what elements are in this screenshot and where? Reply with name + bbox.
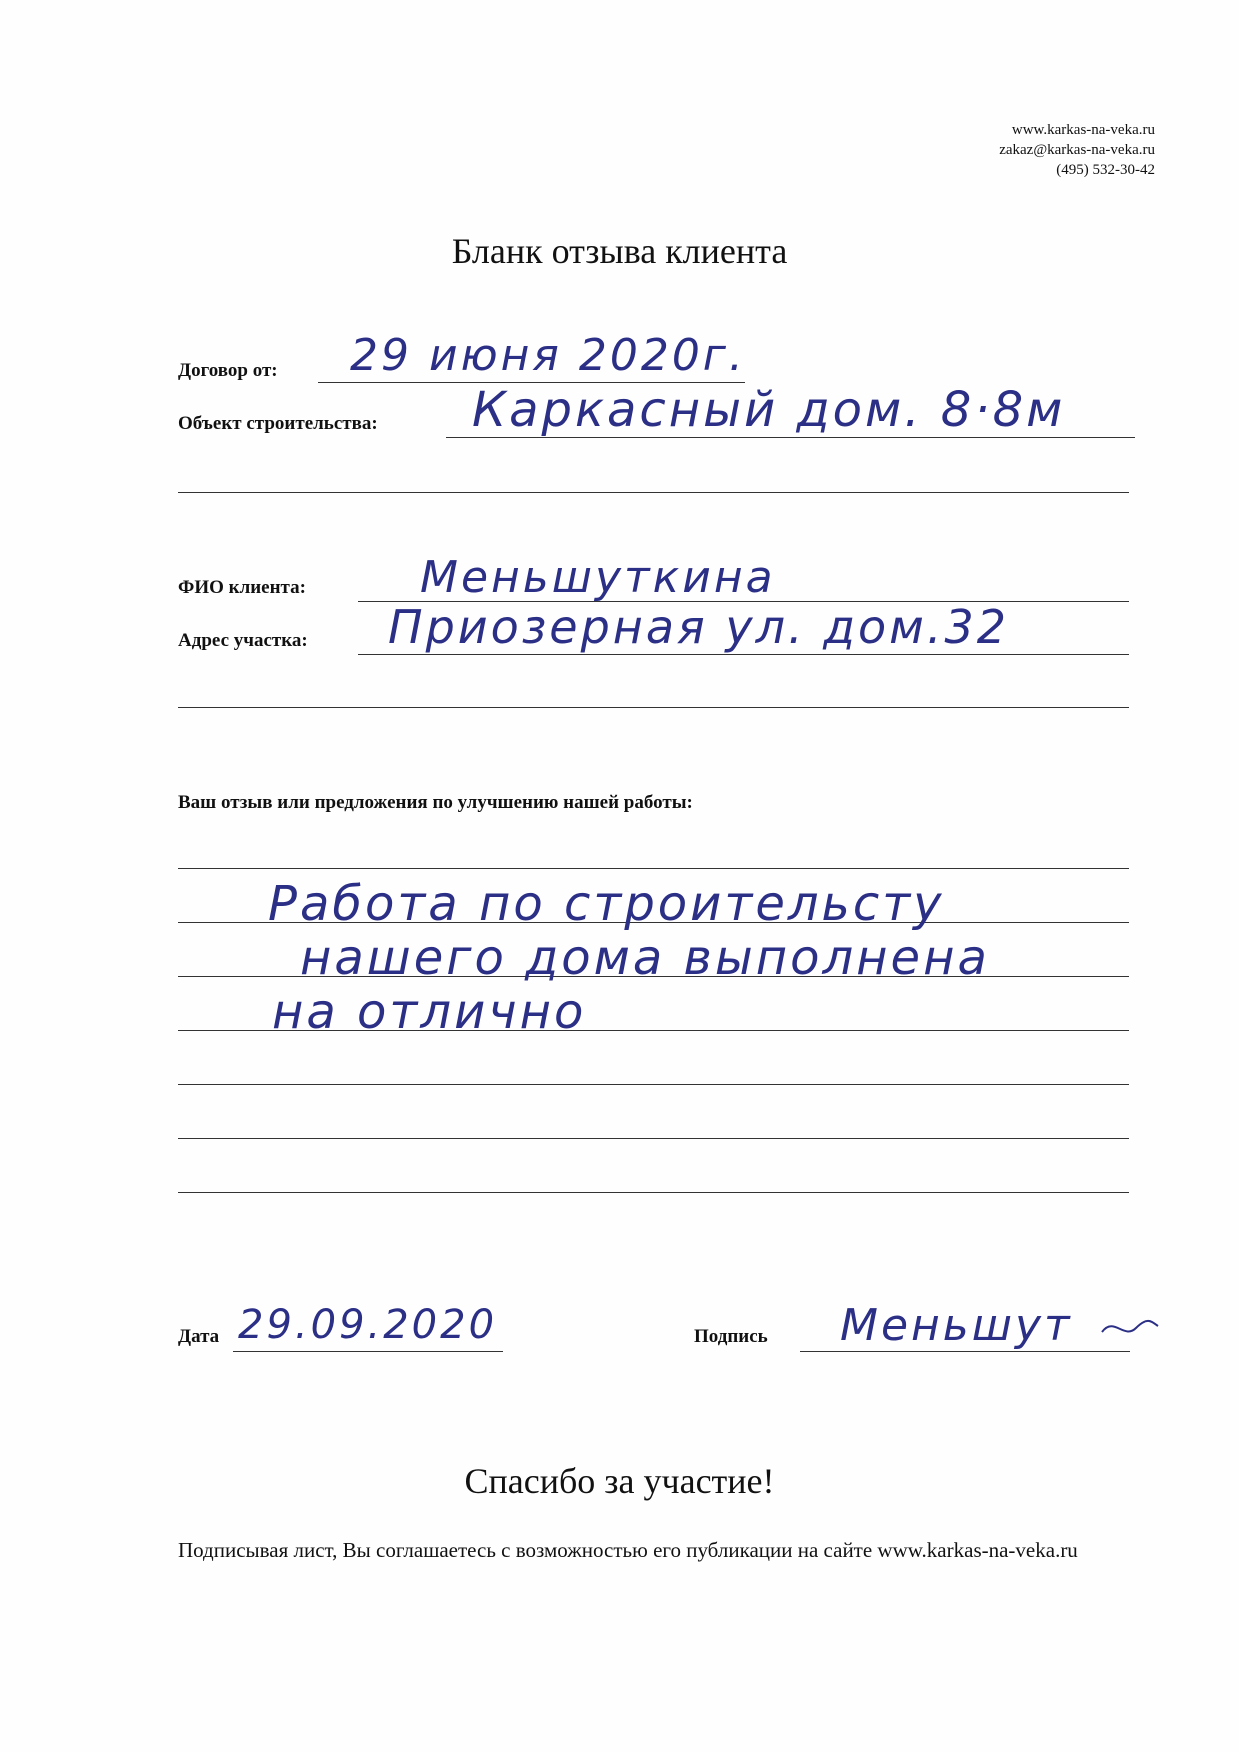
date-line <box>233 1351 503 1352</box>
feedback-text-line-3: на отлично <box>272 984 587 1040</box>
feedback-text-line-2: нашего дома выполнена <box>300 930 990 986</box>
date-label: Дата <box>178 1326 220 1347</box>
address-line <box>358 654 1129 655</box>
object-line-extra <box>178 492 1129 493</box>
feedback-line <box>178 1084 1129 1085</box>
feedback-text-line-1: Работа по строительсту <box>268 876 945 932</box>
feedback-line <box>178 1192 1129 1193</box>
object-handwritten: Каркасный дом. 8·8м <box>472 382 1066 438</box>
client-label: ФИО клиента: <box>178 577 306 598</box>
feedback-label: Ваш отзыв или предложения по улучшению нашей работы: <box>178 792 693 813</box>
contact-block <box>999 120 1155 180</box>
publication-consent-note: Подписывая лист, Вы соглашаетесь с возможностью его публикации на сайте www.karkas-na-veka.ru <box>178 1538 1078 1562</box>
address-label: Адрес участка: <box>178 630 308 651</box>
thanks-heading: Спасибо за участие! <box>464 1461 775 1501</box>
signature-line <box>800 1351 1130 1352</box>
feedback-line <box>178 1138 1129 1139</box>
date-handwritten: 29.09.2020 <box>238 1302 498 1348</box>
signature-label: Подпись <box>694 1326 768 1347</box>
address-handwritten: Приозерная ул. дом.32 <box>388 600 1010 654</box>
signature-handwritten: Меньшут <box>840 1300 1073 1351</box>
contract-label: Договор от: <box>178 360 278 381</box>
phone-number: (495) 532-30-42 <box>1056 162 1155 178</box>
website-link[interactable]: www.karkas-na-veka.ru <box>1011 122 1155 138</box>
object-label: Объект строительства: <box>178 413 378 434</box>
client-name-handwritten: Меньшуткина <box>420 552 776 603</box>
form-title: Бланк отзыва клиента <box>451 231 788 271</box>
email-link[interactable]: zakaz@karkas-na-veka.ru <box>999 142 1155 158</box>
contract-date-handwritten: 29 июня 2020г. <box>350 330 746 381</box>
address-line-extra <box>178 707 1129 708</box>
signature-flourish <box>1100 1310 1160 1350</box>
feedback-line <box>178 868 1129 869</box>
